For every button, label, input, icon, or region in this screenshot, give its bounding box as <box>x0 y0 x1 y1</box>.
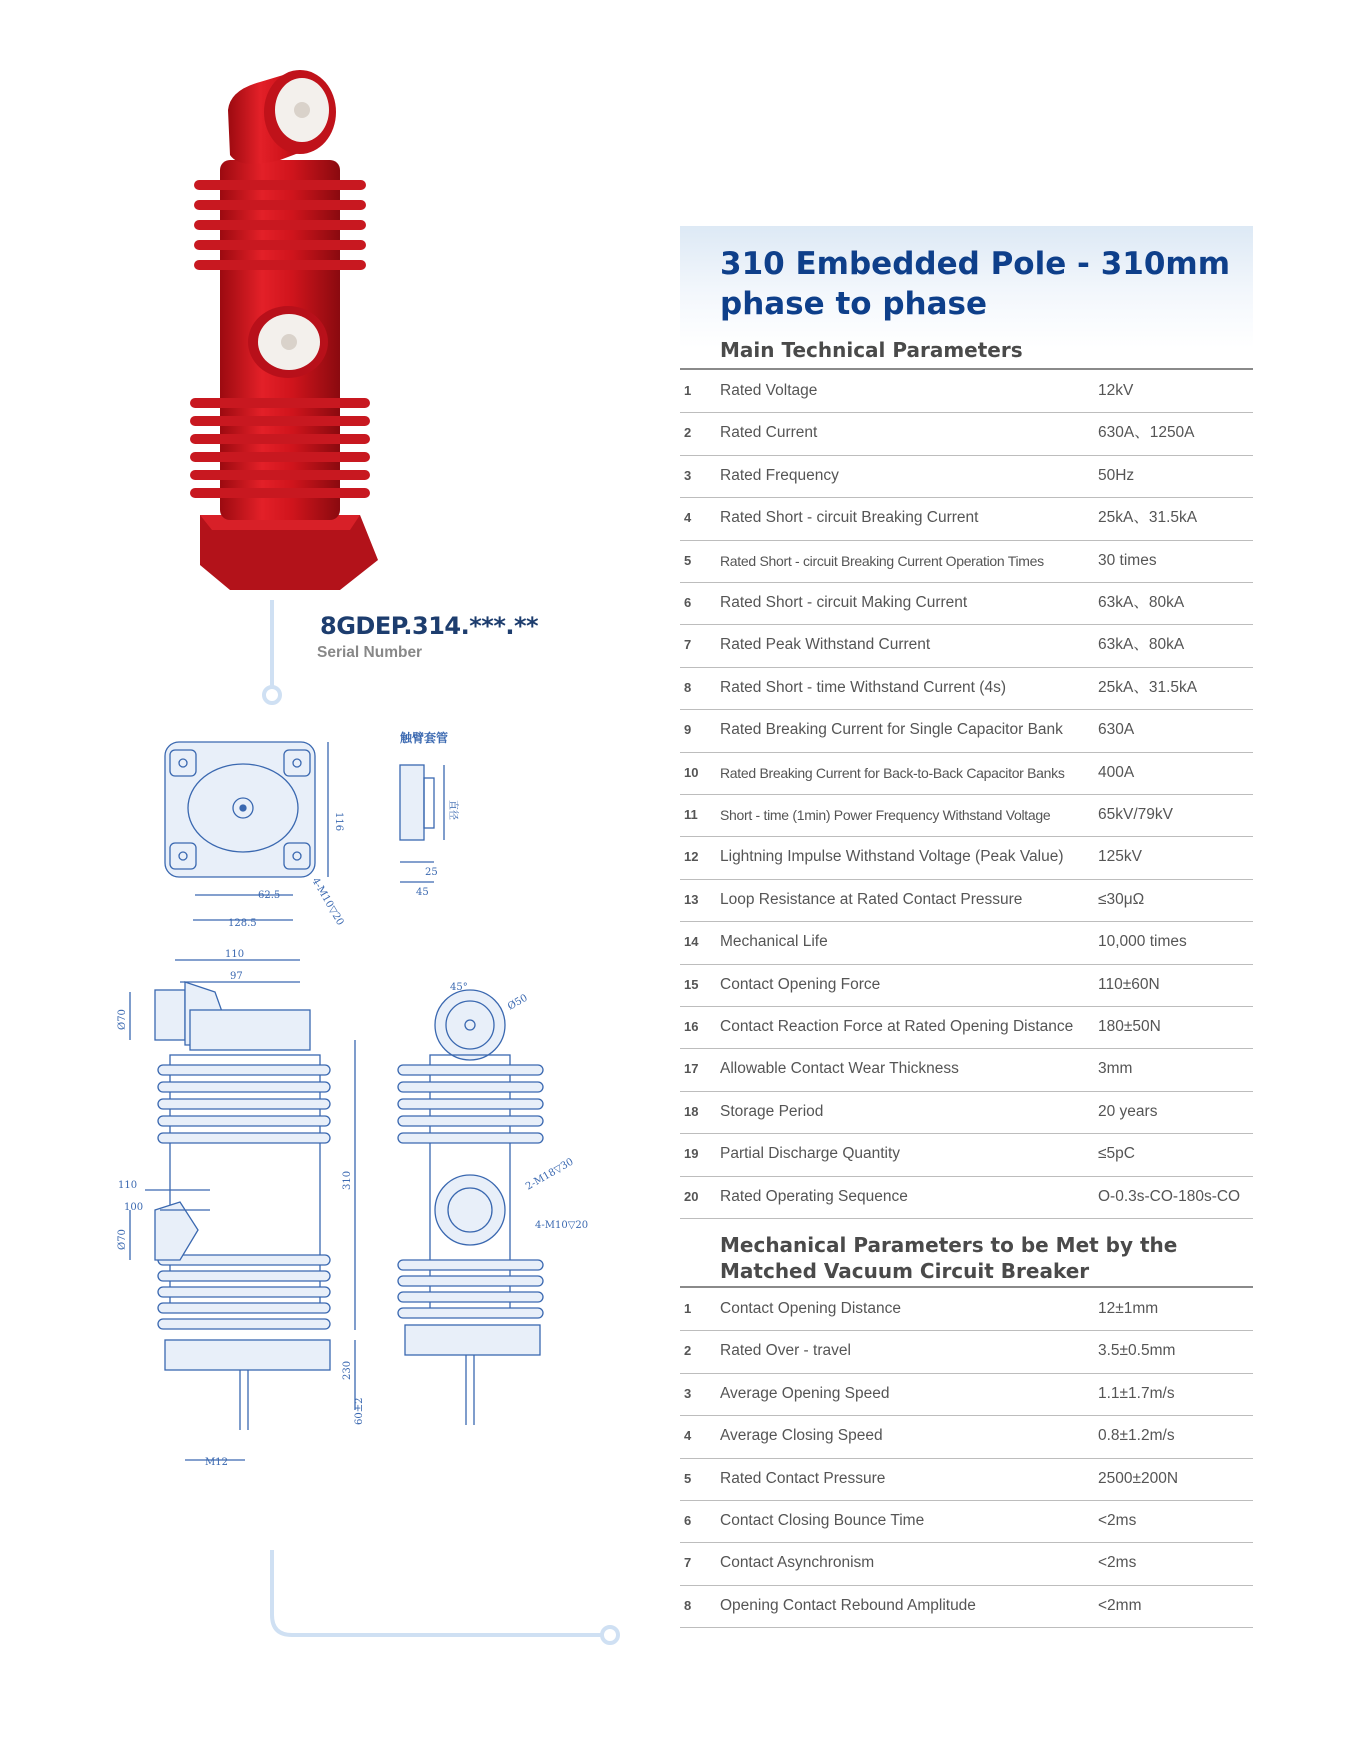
row-number: 15 <box>684 976 699 992</box>
row-number: 9 <box>684 722 692 738</box>
parameter-name: Short - time (1min) Power Frequency Withstand Voltage <box>720 807 1051 823</box>
table-row <box>680 1006 1253 1049</box>
row-number: 2 <box>684 425 692 441</box>
technical-drawing <box>100 720 600 1550</box>
dim-label: Ø50 <box>506 992 530 1013</box>
serial-number-label: Serial Number <box>317 644 423 661</box>
parameter-name: Rated Frequency <box>720 466 839 484</box>
parameter-name: Contact Opening Distance <box>720 1300 901 1317</box>
row-number: 20 <box>684 1188 699 1204</box>
parameter-name: Opening Contact Rebound Amplitude <box>720 1596 976 1614</box>
table-row <box>680 836 1253 879</box>
dim-label: 110 <box>118 1180 138 1191</box>
parameter-name: Loop Resistance at Rated Contact Pressure <box>720 890 1023 908</box>
table-row <box>680 752 1253 795</box>
row-number: 3 <box>684 1385 692 1401</box>
dim-label: M12 <box>205 1457 228 1468</box>
table-row <box>680 540 1253 583</box>
parameter-name: Average Opening Speed <box>720 1384 890 1402</box>
table-row <box>680 1288 1253 1331</box>
row-number: 8 <box>684 1597 692 1613</box>
main-parameters-heading: Main Technical Parameters <box>720 338 1023 362</box>
parameter-value: 12kV <box>1098 382 1134 399</box>
parameter-name: Allowable Contact Wear Thickness <box>720 1060 959 1078</box>
table-row <box>680 624 1253 667</box>
parameter-value: 0.8±1.2m/s <box>1098 1427 1175 1445</box>
table-row <box>680 921 1253 964</box>
parameter-value: 20 years <box>1098 1102 1158 1120</box>
dim-label: 230 <box>342 1360 353 1380</box>
parameter-name: Rated Breaking Current for Back-to-Back Capacitor Banks <box>720 764 1065 781</box>
row-number: 7 <box>684 1555 692 1571</box>
dim-label: 310 <box>342 1170 353 1190</box>
table-row <box>680 1091 1253 1134</box>
parameter-name: Contact Opening Force <box>720 975 881 993</box>
table-row <box>680 1542 1253 1585</box>
mechanical-parameters-heading: Mechanical Parameters to be Met by the Matched Vacuum Circuit Breaker <box>720 1233 1178 1283</box>
parameter-value: 400A <box>1098 763 1135 781</box>
front-view-drawing <box>398 990 543 1425</box>
table-row <box>680 412 1253 455</box>
parameter-value: 125kV <box>1098 848 1142 866</box>
parameter-name: Contact Reaction Force at Rated Opening Distance <box>720 1018 1074 1035</box>
parameter-name: Rated Peak Withstand Current <box>720 636 931 654</box>
dim-label: Ø70 <box>117 1009 128 1030</box>
dim-label: 128.5 <box>228 918 257 929</box>
table-row <box>680 879 1253 922</box>
serial-number: 8GDEP.314.***.** <box>320 612 539 640</box>
parameter-name: Rated Current <box>720 424 818 442</box>
dim-label: 110 <box>225 949 245 960</box>
parameter-name: Rated Short - circuit Breaking Current Operation Times <box>720 552 1044 569</box>
parameter-name: Rated Operating Sequence <box>720 1187 908 1205</box>
dim-label: 97 <box>230 971 243 982</box>
table-row <box>680 964 1253 1007</box>
table-row <box>680 455 1253 498</box>
side-view-drawing <box>130 960 355 1460</box>
parameter-name: Lightning Impulse Withstand Voltage (Peak Value) <box>720 848 1064 866</box>
row-number: 3 <box>684 467 692 483</box>
table-row <box>680 1373 1253 1416</box>
dim-label: 62.5 <box>258 890 281 901</box>
dim-label: 4-M10▽20 <box>309 876 346 928</box>
row-number: 4 <box>684 510 692 526</box>
parameter-value: 65kV/79kV <box>1098 806 1173 823</box>
parameter-name: Rated Breaking Current for Single Capacitor Bank <box>720 721 1063 739</box>
parameter-value: <2mm <box>1098 1596 1142 1614</box>
table-row <box>680 1330 1253 1373</box>
table-row <box>680 709 1253 752</box>
row-number: 6 <box>684 1513 692 1528</box>
dim-label: 25 <box>425 867 438 878</box>
parameter-value: <2ms <box>1098 1512 1137 1529</box>
row-number: 6 <box>684 595 692 610</box>
row-number: 13 <box>684 891 699 907</box>
row-number: 2 <box>684 1343 692 1359</box>
table-row <box>680 1176 1253 1219</box>
dim-label: Ø70 <box>117 1229 128 1250</box>
parameter-value: 3.5±0.5mm <box>1098 1342 1176 1360</box>
top-view-drawing <box>165 742 328 920</box>
table-row <box>680 1133 1253 1176</box>
table-row <box>680 667 1253 710</box>
sleeve-title: 触臂套管 <box>400 731 449 745</box>
parameter-value: ≤5pC <box>1098 1145 1135 1163</box>
table-row <box>680 1585 1253 1628</box>
parameter-name: Rated Short - circuit Breaking Current <box>720 509 979 527</box>
row-number: 16 <box>684 1019 699 1034</box>
dim-label: 45 <box>416 887 429 898</box>
row-number: 5 <box>684 552 692 568</box>
row-number: 1 <box>684 383 692 398</box>
parameter-name: Rated Short - circuit Making Current <box>720 594 968 611</box>
parameter-value: 63kA、80kA <box>1098 636 1185 654</box>
parameter-value: 2500±200N <box>1098 1469 1179 1487</box>
parameter-name: Contact Asynchronism <box>720 1554 875 1572</box>
row-number: 5 <box>684 1470 692 1486</box>
parameter-name: Average Closing Speed <box>720 1427 883 1445</box>
parameter-name: Contact Closing Bounce Time <box>720 1512 925 1529</box>
dim-label: 100 <box>124 1202 144 1213</box>
parameter-value: <2ms <box>1098 1554 1137 1572</box>
row-number: 19 <box>684 1146 699 1162</box>
dim-label: 45° <box>450 982 468 993</box>
dim-label: 2-M18▽30 <box>524 1156 576 1193</box>
parameter-value: 630A <box>1098 721 1135 739</box>
table-row <box>680 497 1253 540</box>
parameter-name: Mechanical Life <box>720 933 828 951</box>
row-number: 12 <box>684 849 699 865</box>
parameter-name: Partial Discharge Quantity <box>720 1145 901 1163</box>
table-row <box>680 794 1253 837</box>
parameter-value: 30 times <box>1098 551 1157 569</box>
dim-label: 4-M10▽20 <box>535 1220 589 1231</box>
parameter-name: Rated Voltage <box>720 382 818 399</box>
parameter-value: ≤30μΩ <box>1098 890 1145 908</box>
row-number: 8 <box>684 679 692 695</box>
parameter-value: 180±50N <box>1098 1018 1161 1035</box>
row-number: 7 <box>684 637 692 653</box>
row-number: 18 <box>684 1103 699 1119</box>
row-number: 11 <box>684 807 698 822</box>
parameter-value: 630A、1250A <box>1098 424 1195 442</box>
table-row <box>680 1458 1253 1501</box>
parameter-value: 25kA、31.5kA <box>1098 509 1198 527</box>
parameter-name: Rated Short - time Withstand Current (4s) <box>720 678 1006 696</box>
dim-label: 直径 <box>447 800 458 820</box>
table-row <box>680 1500 1253 1543</box>
parameter-name: Rated Contact Pressure <box>720 1469 886 1487</box>
parameter-value: 110±60N <box>1098 975 1160 993</box>
parameter-value: 3mm <box>1098 1060 1133 1078</box>
row-number: 1 <box>684 1301 692 1316</box>
parameter-value: 1.1±1.7m/s <box>1098 1384 1175 1402</box>
parameter-name: Rated Over - travel <box>720 1342 851 1360</box>
row-number: 10 <box>684 764 699 780</box>
product-image <box>190 60 390 600</box>
parameter-value: 10,000 times <box>1098 933 1187 951</box>
parameter-value: 12±1mm <box>1098 1300 1159 1317</box>
table-row <box>680 370 1253 413</box>
parameter-value: O-0.3s-CO-180s-CO <box>1098 1187 1241 1205</box>
parameter-value: 63kA、80kA <box>1098 594 1185 611</box>
table-row <box>680 582 1253 625</box>
row-number: 4 <box>684 1428 692 1444</box>
parameter-value: 25kA、31.5kA <box>1098 678 1198 696</box>
table-row <box>680 1415 1253 1458</box>
dim-label: 116 <box>333 812 344 832</box>
table-row <box>680 1048 1253 1091</box>
parameter-value: 50Hz <box>1098 466 1135 484</box>
parameter-name: Storage Period <box>720 1102 824 1120</box>
page-title: 310 Embedded Pole - 310mm phase to phase <box>720 246 1231 322</box>
dim-label: 60±2 <box>354 1397 365 1425</box>
row-number: 17 <box>684 1061 699 1077</box>
row-number: 14 <box>684 934 699 950</box>
